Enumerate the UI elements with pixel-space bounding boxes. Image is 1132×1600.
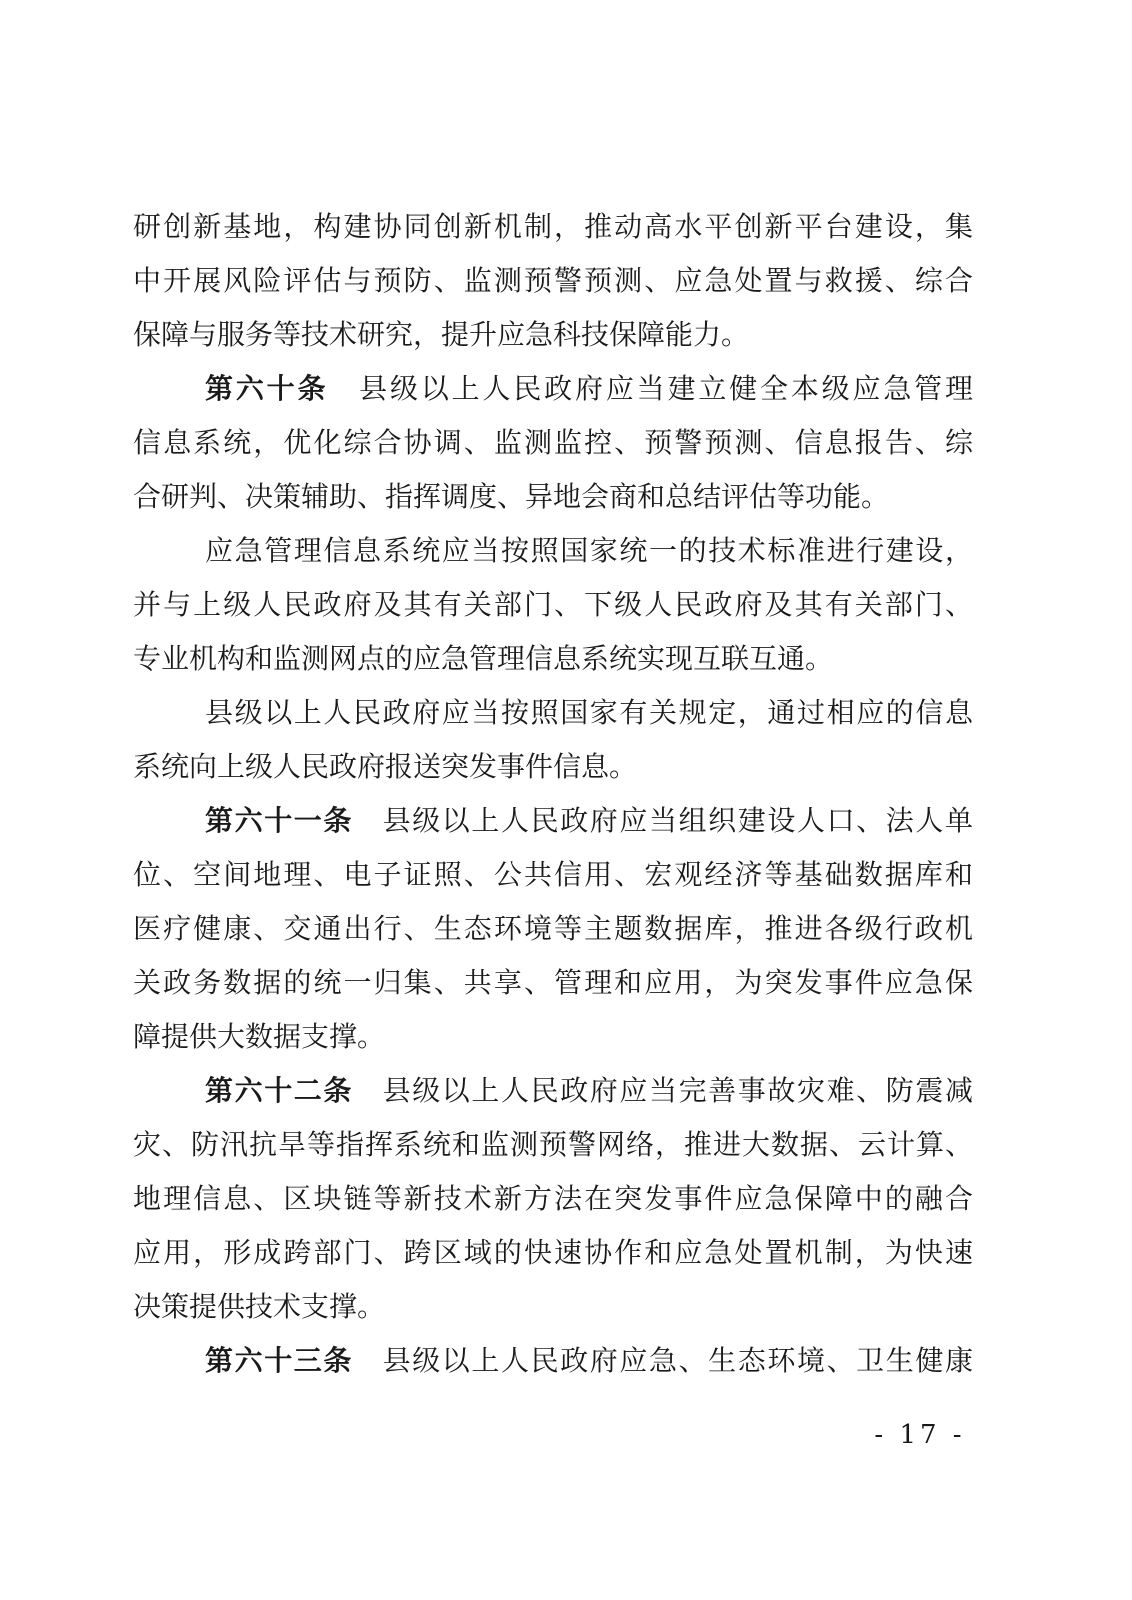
text-segment: 中开展风险评估与预防、监测预警预测、应急处置与救援、综合 (133, 264, 973, 297)
text-segment: 医疗健康、交通出行、生态环境等主题数据库，推进各级行政机 (133, 912, 973, 945)
article-number: 第六十二条 (205, 1074, 353, 1107)
text-segment: 障提供大数据支撑。 (133, 1020, 386, 1053)
article-number: 第六十三条 (205, 1344, 353, 1377)
text-line (133, 1118, 973, 1172)
text-segment: 县级以上人民政府应当按照国家有关规定，通过相应的信息 (205, 696, 973, 729)
text-segment: 系统向上级人民政府报送突发事件信息。 (133, 750, 638, 783)
text-line (133, 578, 973, 632)
text-segment: 信息系统，优化综合协调、监测监控、预警预测、信息报告、综 (133, 426, 973, 459)
text-line (133, 1064, 973, 1118)
text-segment: 位、空间地理、电子证照、公共信用、宏观经济等基础数据库和 (133, 858, 973, 891)
text-line (133, 200, 973, 254)
text-segment: 县级以上人民政府应当组织建设人口、法人单 (353, 804, 973, 837)
text-line (133, 1280, 973, 1334)
text-line (133, 470, 973, 524)
text-segment: 专业机构和监测网点的应急管理信息系统实现互联互通。 (133, 642, 834, 675)
text-segment: 并与上级人民政府及其有关部门、下级人民政府及其有关部门、 (133, 588, 973, 621)
text-line (133, 956, 973, 1010)
text-segment: 县级以上人民政府应当建立健全本级应急管理 (328, 372, 973, 405)
text-line (133, 416, 973, 470)
text-segment: 县级以上人民政府应当完善事故灾难、防震减 (353, 1074, 973, 1107)
text-line (133, 686, 973, 740)
text-segment: 应急管理信息系统应当按照国家统一的技术标准进行建设， (205, 534, 973, 567)
text-line (133, 254, 973, 308)
text-line (133, 740, 973, 794)
text-line (133, 632, 973, 686)
text-segment: 灾、防汛抗旱等指挥系统和监测预警网络，推进大数据、云计算、 (133, 1128, 973, 1161)
text-line (133, 1172, 973, 1226)
text-segment: 研创新基地，构建协同创新机制，推动高水平创新平台建设，集 (133, 210, 973, 243)
text-line (133, 902, 973, 956)
text-segment: 地理信息、区块链等新技术新方法在突发事件应急保障中的融合 (133, 1182, 973, 1215)
text-line (133, 524, 973, 578)
text-line (133, 1334, 973, 1388)
text-line (133, 362, 973, 416)
text-segment: 应用，形成跨部门、跨区域的快速协作和应急处置机制，为快速 (133, 1236, 973, 1269)
page-number: - 17 - (874, 1420, 966, 1450)
article-number: 第六十条 (205, 372, 329, 405)
text-segment: 决策提供技术支撑。 (133, 1290, 386, 1323)
document-body (133, 200, 973, 1388)
text-segment: 关政务数据的统一归集、共享、管理和应用，为突发事件应急保 (133, 966, 973, 999)
text-segment: 合研判、决策辅助、指挥调度、异地会商和总结评估等功能。 (133, 480, 890, 513)
text-line (133, 794, 973, 848)
text-line (133, 308, 973, 362)
article-number: 第六十一条 (205, 804, 353, 837)
text-segment: 保障与服务等技术研究，提升应急科技保障能力。 (133, 318, 750, 351)
text-line (133, 1010, 973, 1064)
text-line (133, 1226, 973, 1280)
text-line (133, 848, 973, 902)
text-segment: 县级以上人民政府应急、生态环境、卫生健康 (353, 1344, 973, 1377)
